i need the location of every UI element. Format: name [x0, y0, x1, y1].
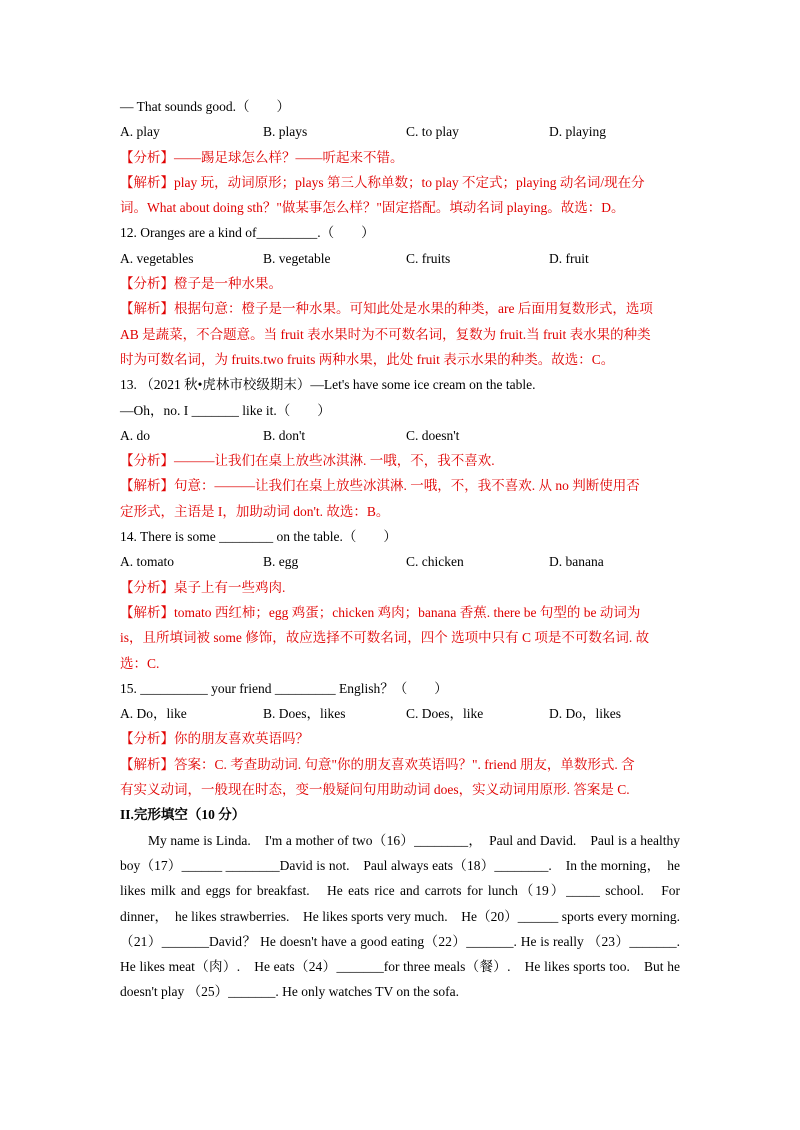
q15-options — [120, 701, 680, 726]
q12-option-a: A. vegetables — [120, 250, 194, 266]
q13-explain-line1: 【解析】句意：———让我们在桌上放些冰淇淋. 一哦，不，我不喜欢. 从 no 判断使用否 — [120, 478, 640, 494]
q11-explain-line2: 词。What about doing sth？"做某事怎么样？"固定搭配。填动名词 playing。故选：D。 — [120, 200, 625, 216]
q11-stem-tail: — That sounds good.（ ） — [120, 99, 291, 114]
q12-option-d: D. fruit — [549, 250, 589, 266]
q12-explain-line1: 【解析】根据句意：橙子是一种水果。可知此处是水果的种类，are 后面用复数形式，选项 — [120, 301, 653, 317]
q11-option-b: B. plays — [263, 124, 308, 140]
section-heading-cloze: II.完形填空（10 分） — [120, 807, 246, 823]
q14-options — [120, 549, 680, 574]
q14-option-d: D. banana — [549, 554, 604, 570]
q13-explain-line2: 定形式，主语是 I，加助动词 don't. 故选：B。 — [120, 503, 390, 519]
q11-analysis: 【分析】——踢足球怎么样？——听起来不错。 — [120, 149, 404, 165]
q12-option-c: C. fruits — [406, 250, 451, 266]
q14-explain-line2: is，且所填词被 some 修饰，故应选择不可数名词，四个 选项中只有 C 项是不可数名词. 故 — [120, 630, 650, 646]
q11-explain-line1: 【解析】play 玩，动词原形；plays 第三人称单数；to play 不定式；playing 动名词/现在分 — [120, 174, 645, 190]
q15-option-c: C. Does，like — [406, 706, 484, 722]
q12-explain-line3: 时为可数名词，为 fruits.two fruits 两种水果，此处 fruit 表示水果的种类。故选：C。 — [120, 351, 615, 367]
q15-stem: 15. __________ your friend _________ English？（ ） — [120, 680, 448, 696]
q14-explain-line1: 【解析】tomato 西红柿；egg 鸡蛋；chicken 鸡肉；banana 香蕉. there be 句型的 be 动词为 — [120, 604, 641, 620]
q15-option-a: A. Do，like — [120, 706, 187, 722]
q12-explain-line2: AB 是蔬菜，不合题意。当 fruit 表水果时为不可数名词，复数为 fruit.当 fruit 表水果的种类 — [120, 326, 651, 342]
q13-stem-line2: —Oh，no. I _______ like it.（ ） — [120, 402, 331, 418]
q15-analysis: 【分析】你的朋友喜欢英语吗？ — [120, 731, 309, 747]
q14-explain-line3: 选：C. — [120, 655, 160, 671]
q12-analysis: 【分析】橙子是一种水果。 — [120, 276, 282, 292]
q11-option-c: C. to play — [406, 124, 459, 140]
q11-option-d: D. playing — [549, 124, 606, 140]
q13-stem-line1: 13. （2021 秋•虎林市校级期末）—Let's have some ice cream on the table. — [120, 377, 536, 393]
q13-option-c: C. doesn't — [406, 427, 460, 443]
q13-option-a: A. do — [120, 427, 150, 443]
q12-options — [120, 246, 680, 271]
q15-option-d: D. Do，likes — [549, 706, 621, 722]
q15-explain-line1: 【解析】答案：C. 考查助动词. 句意"你的朋友喜欢英语吗？". friend 朋友，单数形式. 含 — [120, 756, 635, 772]
q14-stem: 14. There is some ________ on the table.（ ） — [120, 529, 397, 545]
q15-option-b: B. Does，likes — [263, 706, 346, 722]
document-page — [120, 94, 694, 1005]
q14-analysis: 【分析】桌子上有一些鸡肉. — [120, 579, 286, 595]
q12-stem: 12. Oranges are a kind of_________.（ ） — [120, 225, 375, 241]
q11-option-a: A. play — [120, 124, 160, 140]
q14-option-b: B. egg — [263, 554, 299, 570]
q14-option-c: C. chicken — [406, 554, 464, 570]
q13-options — [120, 423, 680, 448]
cloze-passage: My name is Linda. I'm a mother of two（16）________， Paul and David. Paul is a healthy boy（17）______ ________David is not. Paul always eats（18）________. In the morning， he likes milk and eggs for breakfast. He eats rice and carrots for lunch（19）_____ school. For dinner， he likes strawberries. He likes sports very much. He（20）______ sports every morning. （21）_______David？ He doesn't have a good eating（22）_______. He is really （23）_______. He likes meat（肉）. He eats（24）_______for three meals（餐）. He likes sports too. But he doesn't play （25）_______. He only watches TV on the sofa. — [120, 832, 694, 1000]
q12-option-b: B. vegetable — [263, 250, 331, 266]
q13-option-b: B. don't — [263, 427, 306, 443]
q11-options — [120, 119, 680, 144]
q15-explain-line2: 有实义动词，一般现在时态，变一般疑问句用助动词 does，实义动词用原形. 答案是 C. — [120, 782, 630, 798]
q13-analysis: 【分析】———让我们在桌上放些冰淇淋. 一哦，不，我不喜欢. — [120, 453, 495, 469]
q14-option-a: A. tomato — [120, 554, 174, 570]
